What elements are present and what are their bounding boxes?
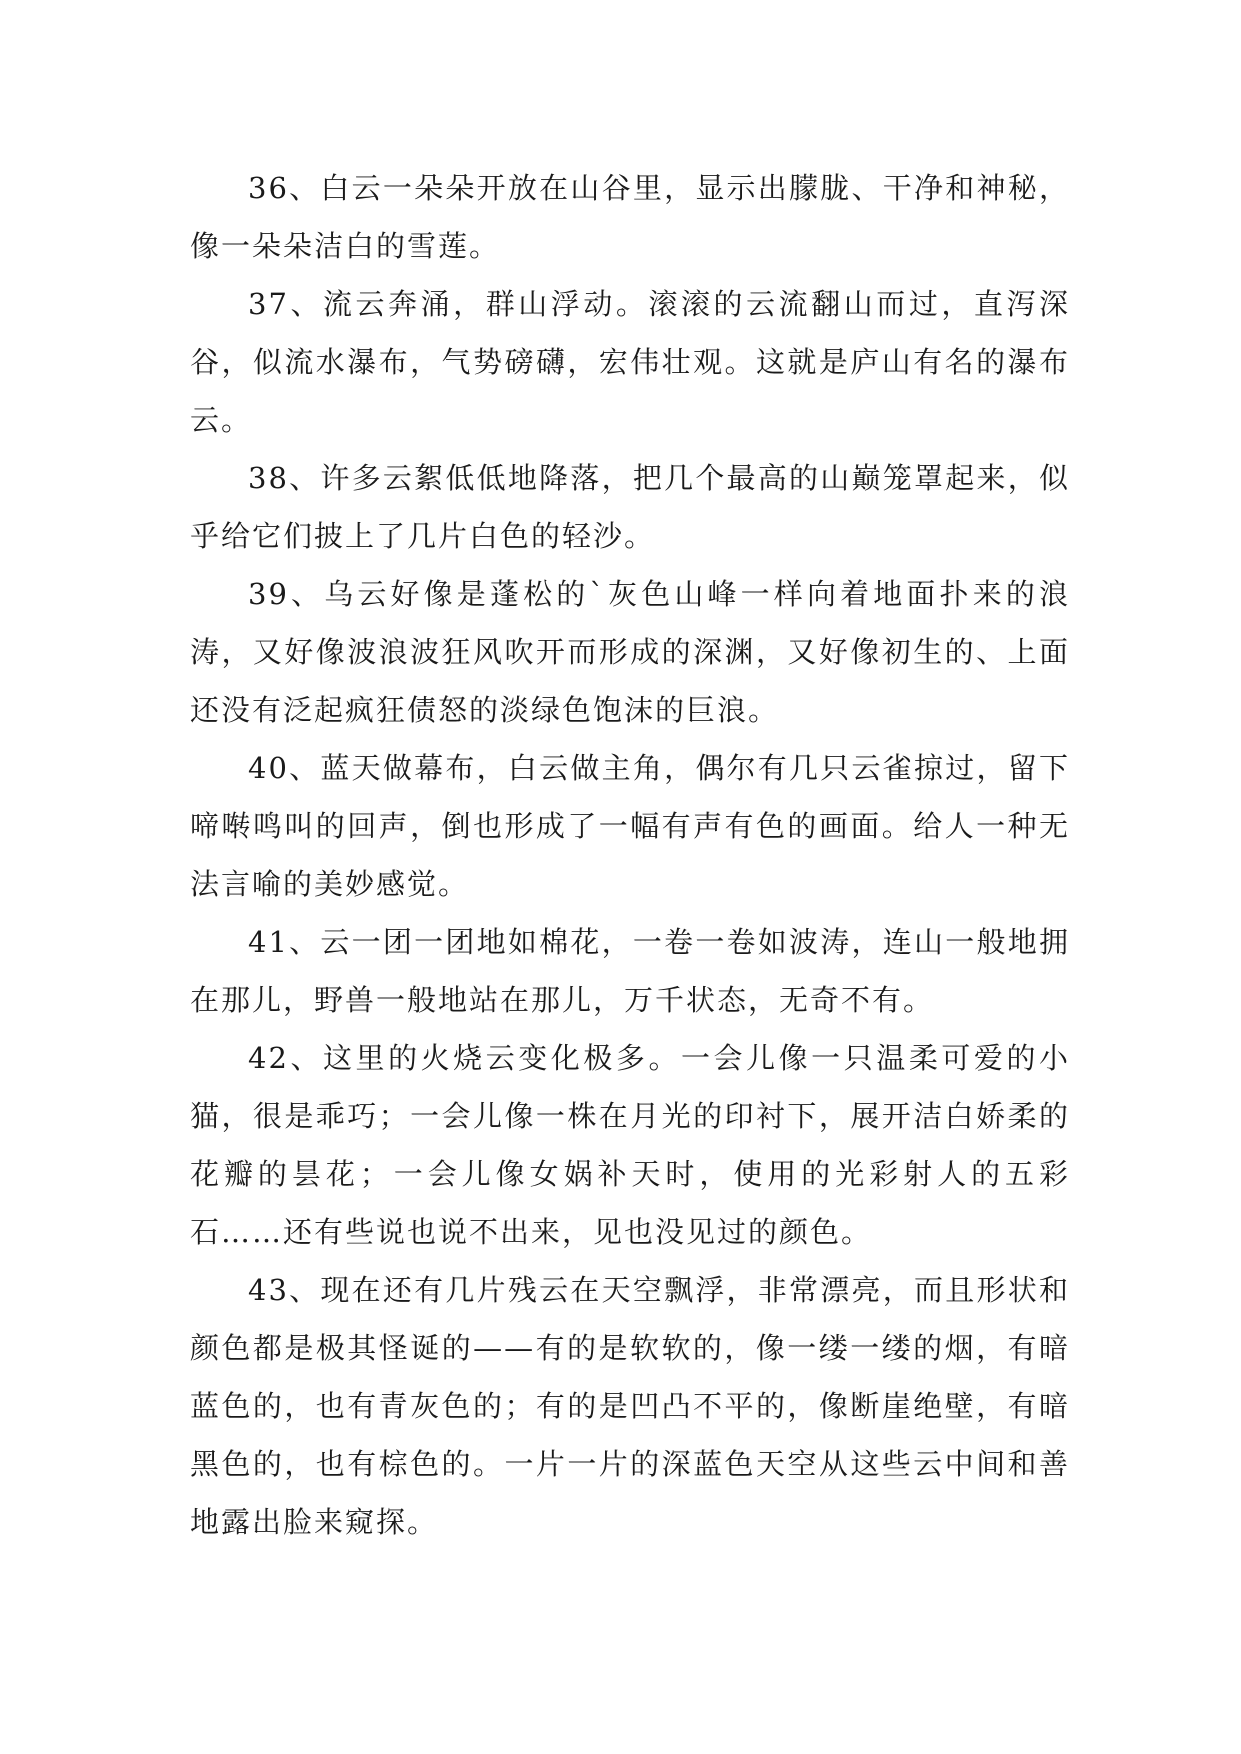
- paragraph-38: 38、许多云絮低低地降落，把几个最高的山巅笼罩起来，似乎给它们披上了几片白色的轻沙。: [190, 461, 1070, 553]
- document-body: [190, 159, 1070, 1551]
- paragraph-40: 40、蓝天做幕布，白云做主角，偶尔有几只云雀掠过，留下啼啭鸣叫的回声，倒也形成了一幅有声有色的画面。给人一种无法言喻的美妙感觉。: [190, 751, 1070, 901]
- paragraph-37: 37、流云奔涌，群山浮动。滚滚的云流翻山而过，直泻深谷，似流水瀑布，气势磅礴，宏伟壮观。这就是庐山有名的瀑布云。: [190, 287, 1070, 437]
- paragraph-43: 43、现在还有几片残云在天空飘浮，非常漂亮，而且形状和颜色都是极其怪诞的——有的是软软的，像一缕一缕的烟，有暗蓝色的，也有青灰色的；有的是凹凸不平的，像断崖绝壁，有暗黑色的，也有棕色的。一片一片的深蓝色天空从这些云中间和善地露出脸来窥探。: [190, 1273, 1070, 1539]
- paragraph-41: 41、云一团一团地如棉花，一卷一卷如波涛，连山一般地拥在那儿，野兽一般地站在那儿，万千状态，无奇不有。: [190, 925, 1070, 1017]
- paragraph-36: 36、白云一朵朵开放在山谷里，显示出朦胧、干净和神秘，像一朵朵洁白的雪莲。: [190, 171, 1070, 263]
- paragraph-39: 39、乌云好像是蓬松的`灰色山峰一样向着地面扑来的浪涛，又好像波浪波狂风吹开而形成的深渊，又好像初生的、上面还没有泛起疯狂债怒的淡绿色饱沫的巨浪。: [190, 577, 1070, 727]
- paragraph-42: 42、这里的火烧云变化极多。一会儿像一只温柔可爱的小猫，很是乖巧；一会儿像一株在月光的印衬下，展开洁白娇柔的花瓣的昙花；一会儿像女娲补天时，使用的光彩射人的五彩石……还有些说也说不出来，见也没见过的颜色。: [190, 1041, 1070, 1249]
